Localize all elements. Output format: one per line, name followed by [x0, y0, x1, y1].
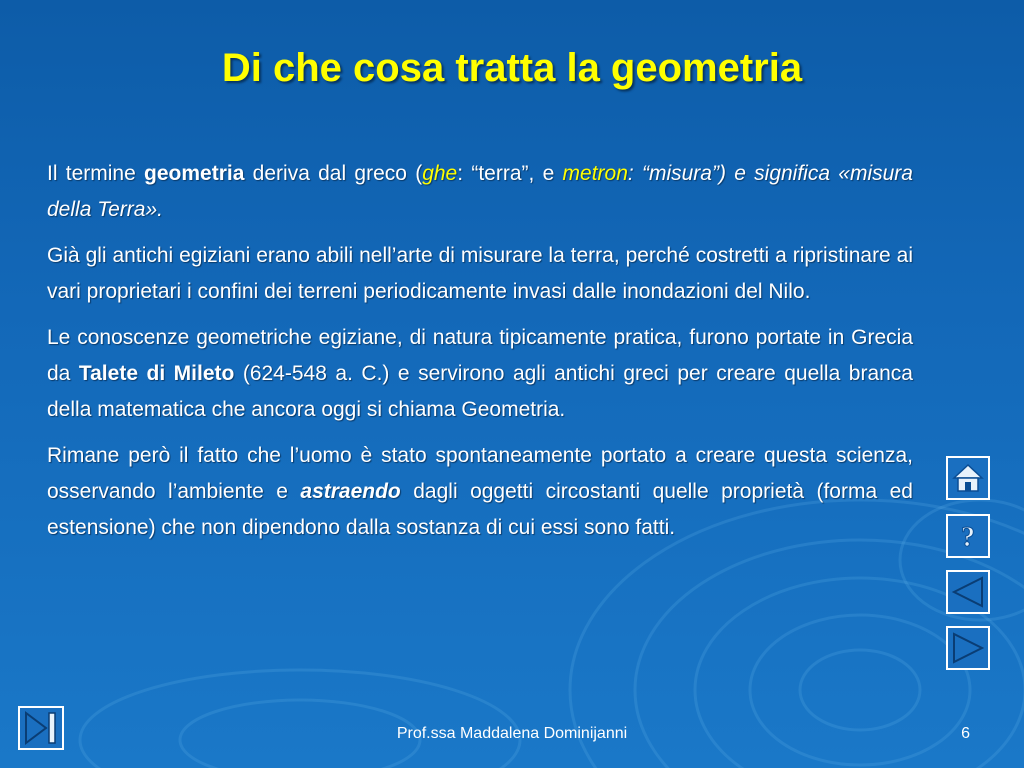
paragraph-1 — [47, 156, 913, 228]
page-number: 6 — [961, 725, 970, 742]
p1-italic-text: “misura”) e significa «misura della Terra». — [47, 162, 913, 221]
home-button[interactable] — [946, 456, 990, 500]
home-icon — [952, 462, 984, 494]
footer-author: Prof.ssa Maddalena Dominijanni — [396, 725, 628, 742]
slide-title: Di che cosa tratta la geometria — [221, 46, 803, 90]
p1-text: : “terra”, e — [457, 162, 563, 185]
help-button[interactable] — [946, 514, 990, 558]
question-icon — [952, 520, 984, 552]
svg-text:?: ? — [961, 522, 975, 552]
term-ghe: ghe — [422, 162, 458, 185]
paragraph-2: Già gli antichi egiziani erano abili nell’arte di misurare la terra, perché costretti a ripristinare ai vari proprietari i confini dei terreni periodicamente invasi dalle inondazioni del Nilo. — [47, 244, 913, 303]
term-talete: Talete di Mileto — [78, 362, 235, 385]
p1-text: : — [627, 162, 634, 185]
triangle-right-icon — [951, 631, 985, 665]
p1-text: deriva dal greco ( — [244, 162, 423, 185]
p4-text: dagli oggetti circostanti quelle proprietà (forma ed estensione) che non dipendono dalla sostanza di cui essi sono fatti. — [47, 480, 913, 539]
term-metron: metron — [562, 162, 628, 185]
term-geometria: geometria — [144, 162, 245, 185]
slide-body — [47, 156, 913, 556]
paragraph-3 — [47, 320, 913, 428]
paragraph-4 — [47, 438, 913, 546]
triangle-left-icon — [951, 575, 985, 609]
previous-slide-button[interactable] — [946, 570, 990, 614]
term-astraendo: astraendo — [300, 480, 401, 503]
next-slide-button[interactable] — [946, 626, 990, 670]
p3-text: (624-548 a. C.) e servirono agli antichi greci per creare quella branca della matematica che ancora oggi si chiama Geometria. — [47, 362, 913, 421]
p1-text: Il termine — [47, 162, 145, 185]
p3-text: Le conoscenze geometriche egiziane, di natura tipicamente pratica, furono portate in Grecia da — [47, 326, 913, 385]
p4-text: Rimane però il fatto che l’uomo è stato spontaneamente portato a creare questa scienza, osservando l’ambiente e — [47, 444, 913, 503]
